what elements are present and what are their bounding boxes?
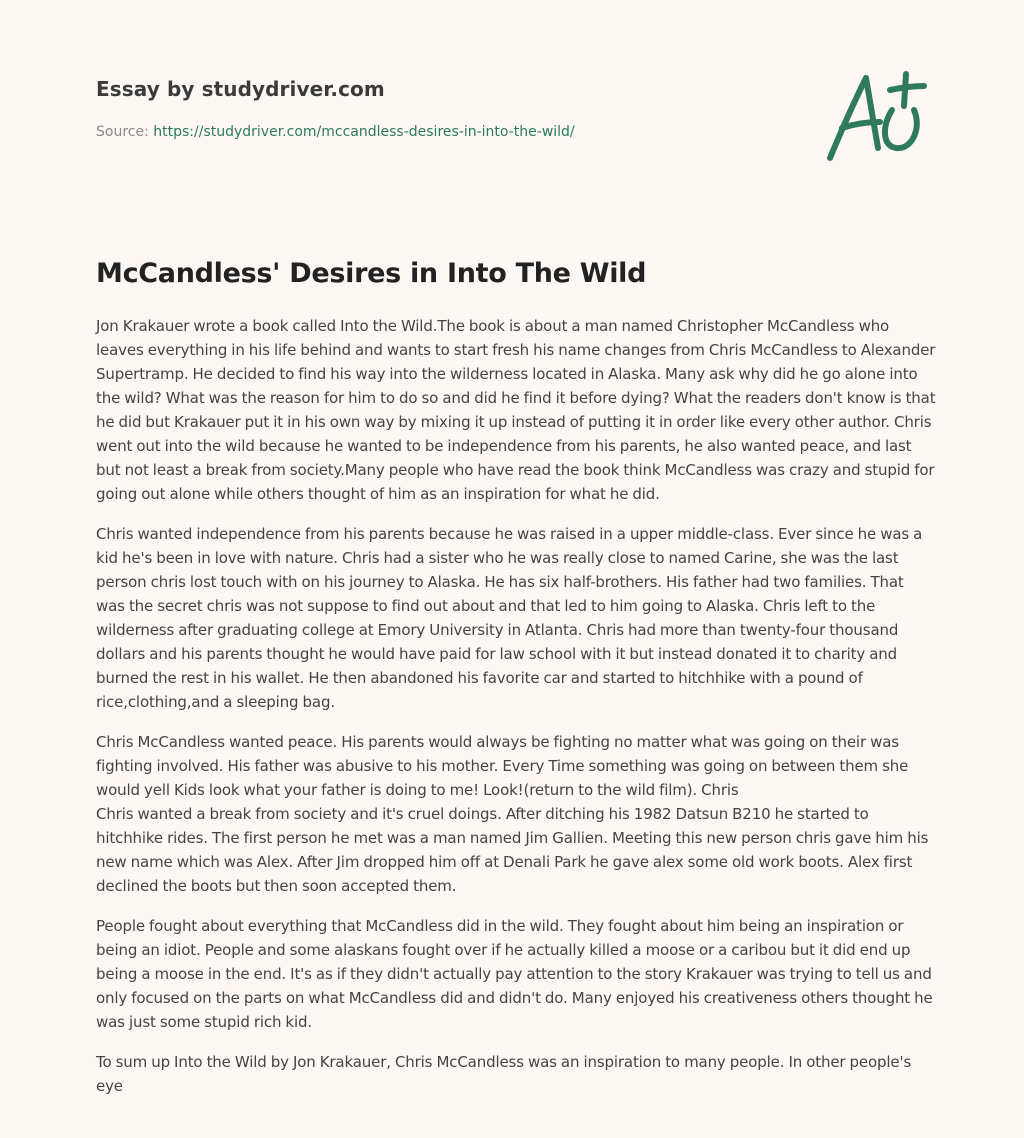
essay-title: McCandless' Desires in Into The Wild <box>96 258 647 289</box>
a-plus-logo-icon <box>820 66 930 166</box>
brand-title: Essay by studydriver.com <box>96 77 385 101</box>
paragraph: Chris wanted independence from his parents because he was raised in a upper middle-class. Ever since he was a kid he's been in love with nature. Chris had a sister who he was really close to named Carine, she was the last person chris lost touch with on his journey to Alaska. He has six half-brothers. His father had two families. That was the secret chris was not suppose to find out about and that led to him going to Alaska. Chris left to the wilderness after graduating college at Emory University in Atlanta. Chris had more than twenty-four thousand dollars and his parents thought he would have paid for law school with it but instead donated it to charity and burned the rest in his wallet. He then abandoned his favorite car and started to hitchhike with a pound of rice,clothing,and a sleeping bag. <box>96 525 923 711</box>
paragraph: People fought about everything that McCandless did in the wild. They fought about him being an inspiration or being an idiot. People and some alaskans fought over if he actually killed a moose or a caribou but it did end up being a moose in the end. It's as if they didn't actually pay attention to the story Krakauer was trying to tell us and only focused on the parts on what McCandless did and didn't do. Many enjoyed his creativeness others thought he was just some stupid rich kid. <box>96 917 933 1031</box>
source-line <box>96 122 928 142</box>
page-header <box>96 74 928 142</box>
source-link[interactable]: https://studydriver.com/mccandless-desires-in-into-the-wild/ <box>153 124 575 140</box>
paragraph: Chris McCandless wanted peace. His parents would always be fighting no matter what was going on their was fighting involved. His father was abusive to his mother. Every Time something was going on between them she would yell Kids look what your father is doing to me! Look!(return to the wild film). Chris <box>96 733 909 799</box>
paragraph: To sum up Into the Wild by Jon Krakauer, Chris McCandless was an inspiration to many people. In other people's eye <box>96 1053 912 1095</box>
paragraph: Chris wanted a break from society and it's cruel doings. After ditching his 1982 Datsun B210 he started to hitchhike rides. The first person he met was a man named Jim Gallien. Meeting this new person chris gave him his new name which was Alex. After Jim dropped him off at Denali Park he gave alex some old work boots. Alex first declined the boots but then soon accepted them. <box>96 805 929 895</box>
essay-body <box>96 314 936 1114</box>
paragraph: Jon Krakauer wrote a book called Into the Wild.The book is about a man named Christopher McCandless who leaves everything in his life behind and wants to start fresh his name changes from Chris McCandless to Alexander Supertramp. He decided to find his way into the wilderness located in Alaska. Many ask why did he go alone into the wild? What was the reason for him to do so and did he find it before dying? What the readers don't know is that he did but Krakauer put it in his own way by mixing it up instead of putting it in order like every other author. Chris went out into the wild because he wanted to be independence from his parents, he also wanted peace, and last but not least a break from society.Many people who have read the book think McCandless was crazy and stupid for going out alone while others thought of him as an inspiration for what he did. <box>96 317 936 503</box>
source-label: Source: <box>96 124 154 140</box>
